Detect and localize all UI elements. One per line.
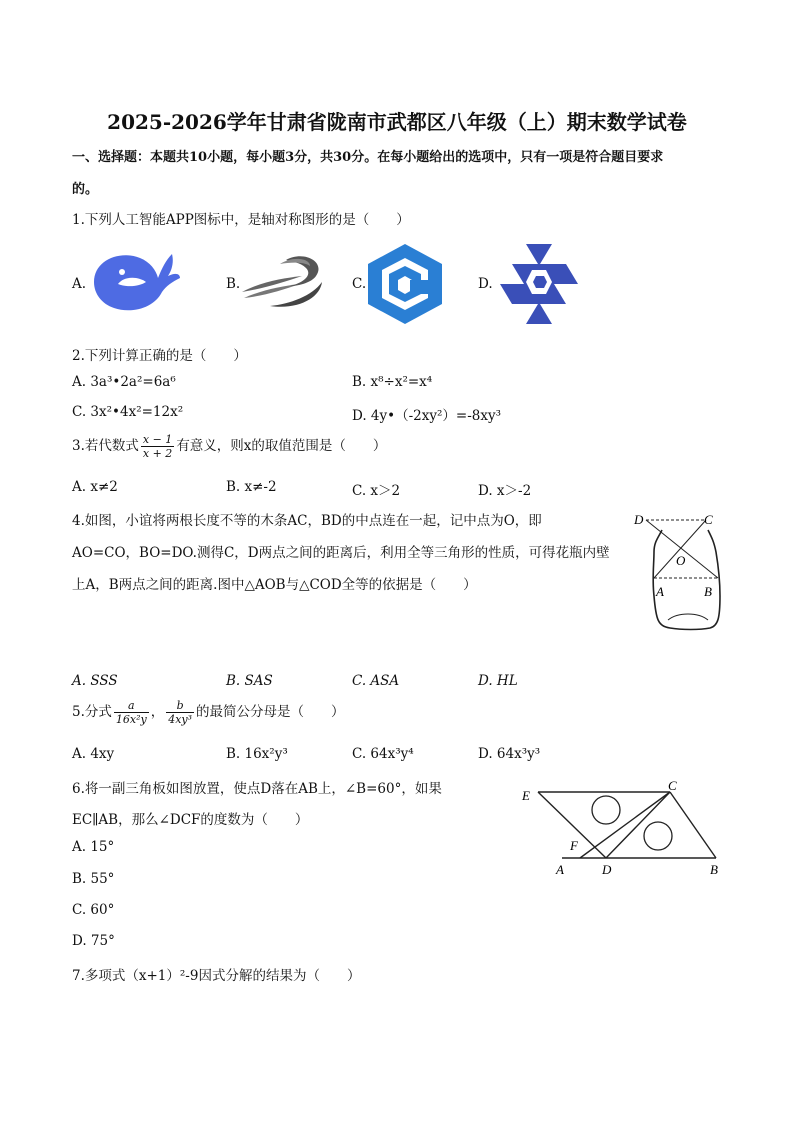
q7-stem: 7.多项式（x+1）²-9因式分解的结果为（ ） xyxy=(72,968,361,984)
q3-stem-pre: 3.若代数式 xyxy=(72,438,139,454)
q3-fraction xyxy=(141,433,174,460)
q5-fraction-1 xyxy=(114,699,149,726)
q3-stem xyxy=(72,433,386,460)
label-e: E xyxy=(522,788,530,803)
q1-stem: 1.下列人工智能APP图标中，是轴对称图形的是（ ） xyxy=(72,212,410,228)
whale-logo-icon xyxy=(88,246,184,318)
q5-stem-post: 的最简公分母是（ ） xyxy=(196,704,345,720)
label-b: B xyxy=(710,862,718,877)
label-d: D xyxy=(634,512,644,527)
q1-option-d: D. xyxy=(478,276,493,292)
q4-line2: AO=CO，BO=DO.测得C，D两点之间的距离后，利用全等三角形的性质，可得花瓶内壁 xyxy=(72,545,610,561)
board-hole-1 xyxy=(592,796,620,824)
label-f: F xyxy=(570,838,578,853)
q5-fraction-2 xyxy=(166,699,194,726)
label-o: O xyxy=(676,553,686,568)
q1-option-a: A. xyxy=(72,276,87,292)
q2-option-d: D. 4y•（-2xy²）=-8xy³ xyxy=(352,408,502,424)
q3-option-c: C. x＞2 xyxy=(352,483,401,499)
q5-stem-pre: 5.分式 xyxy=(72,704,112,720)
q4-line1: 4.如图，小谊将两根长度不等的木条AC，BD的中点连在一起，记中点为O，即 xyxy=(72,513,542,529)
q5-fraction-2-denominator: 4xy³ xyxy=(168,713,193,726)
page-title: 2025-2026学年甘肃省陇南市武都区八年级（上）期末数学试卷 xyxy=(107,110,687,134)
triangle-boards-figure xyxy=(518,776,726,880)
label-d: D xyxy=(602,862,612,877)
q3-fraction-numerator: x − 1 xyxy=(142,433,173,446)
bd-stick xyxy=(646,520,718,578)
q3-option-b: B. x≠-2 xyxy=(226,479,277,495)
q5-fraction-1-numerator: a xyxy=(114,699,149,713)
q6-option-d: D. 75° xyxy=(72,933,115,949)
cb-segment xyxy=(670,792,716,858)
q1-option-b: B. xyxy=(226,276,241,292)
q5-option-c: C. 64x³y⁴ xyxy=(352,746,414,762)
q3-option-d: D. x＞-2 xyxy=(478,483,532,499)
q6-option-c: C. 60° xyxy=(72,902,115,918)
vase-figure xyxy=(628,508,728,634)
q6-option-b: B. 55° xyxy=(72,871,115,887)
cf-segment xyxy=(580,792,670,858)
q1-option-c: C. xyxy=(352,276,367,292)
q5-separator: ， xyxy=(150,704,165,720)
q2-option-c: C. 3x²•4x²=12x² xyxy=(72,404,184,420)
q4-option-c: C. ASA xyxy=(352,673,400,689)
q3-option-a: A. x≠2 xyxy=(72,479,118,495)
vase-base xyxy=(668,614,708,620)
q3-fraction-denominator: x + 2 xyxy=(142,447,173,460)
swoosh-logo-icon xyxy=(240,252,326,312)
star-logo-icon xyxy=(496,240,582,326)
q5-fraction-2-numerator: b xyxy=(166,699,194,713)
q5-stem xyxy=(72,699,345,726)
label-c: C xyxy=(668,778,677,793)
ac-stick xyxy=(654,520,706,578)
q4-option-d: D. HL xyxy=(478,673,518,689)
q5-option-b: B. 16x²y³ xyxy=(226,746,288,762)
q4-option-b: B. SAS xyxy=(226,673,273,689)
q4-line3: 上A，B两点之间的距离.图中△AOB与△COD全等的依据是（ ） xyxy=(72,577,477,593)
q2-option-b: B. x⁸÷x²=x⁴ xyxy=(352,374,433,390)
cd-segment xyxy=(606,792,670,858)
section-instruction: 一、选择题：本题共10小题，每小题3分，共30分。在每小题给出的选项中，只有一项是符合题目要求 xyxy=(72,150,664,165)
q6-option-a: A. 15° xyxy=(72,839,115,855)
label-a: A xyxy=(656,584,664,599)
label-b: B xyxy=(704,584,712,599)
q5-option-d: D. 64x³y³ xyxy=(478,746,541,762)
q6-line2: EC∥AB，那么∠DCF的度数为（ ） xyxy=(72,812,309,828)
q2-stem: 2.下列计算正确的是（ ） xyxy=(72,348,247,364)
q4-option-a: A. SSS xyxy=(72,673,118,689)
q5-option-a: A. 4xy xyxy=(72,746,115,762)
q5-fraction-1-denominator: 16x²y xyxy=(115,713,147,726)
q2-option-a: A. 3a³•2a²=6a⁶ xyxy=(72,374,176,390)
vase-outline xyxy=(653,530,720,630)
label-a: A xyxy=(556,862,564,877)
board-hole-2 xyxy=(644,822,672,850)
cube-logo-icon xyxy=(366,242,444,326)
label-c: C xyxy=(704,512,713,527)
q3-stem-post: 有意义，则x的取值范围是（ ） xyxy=(176,438,387,454)
section-instruction-cont: 的。 xyxy=(72,182,99,197)
q6-line1: 6.将一副三角板如图放置，使点D落在AB上，∠B=60°，如果 xyxy=(72,781,442,797)
